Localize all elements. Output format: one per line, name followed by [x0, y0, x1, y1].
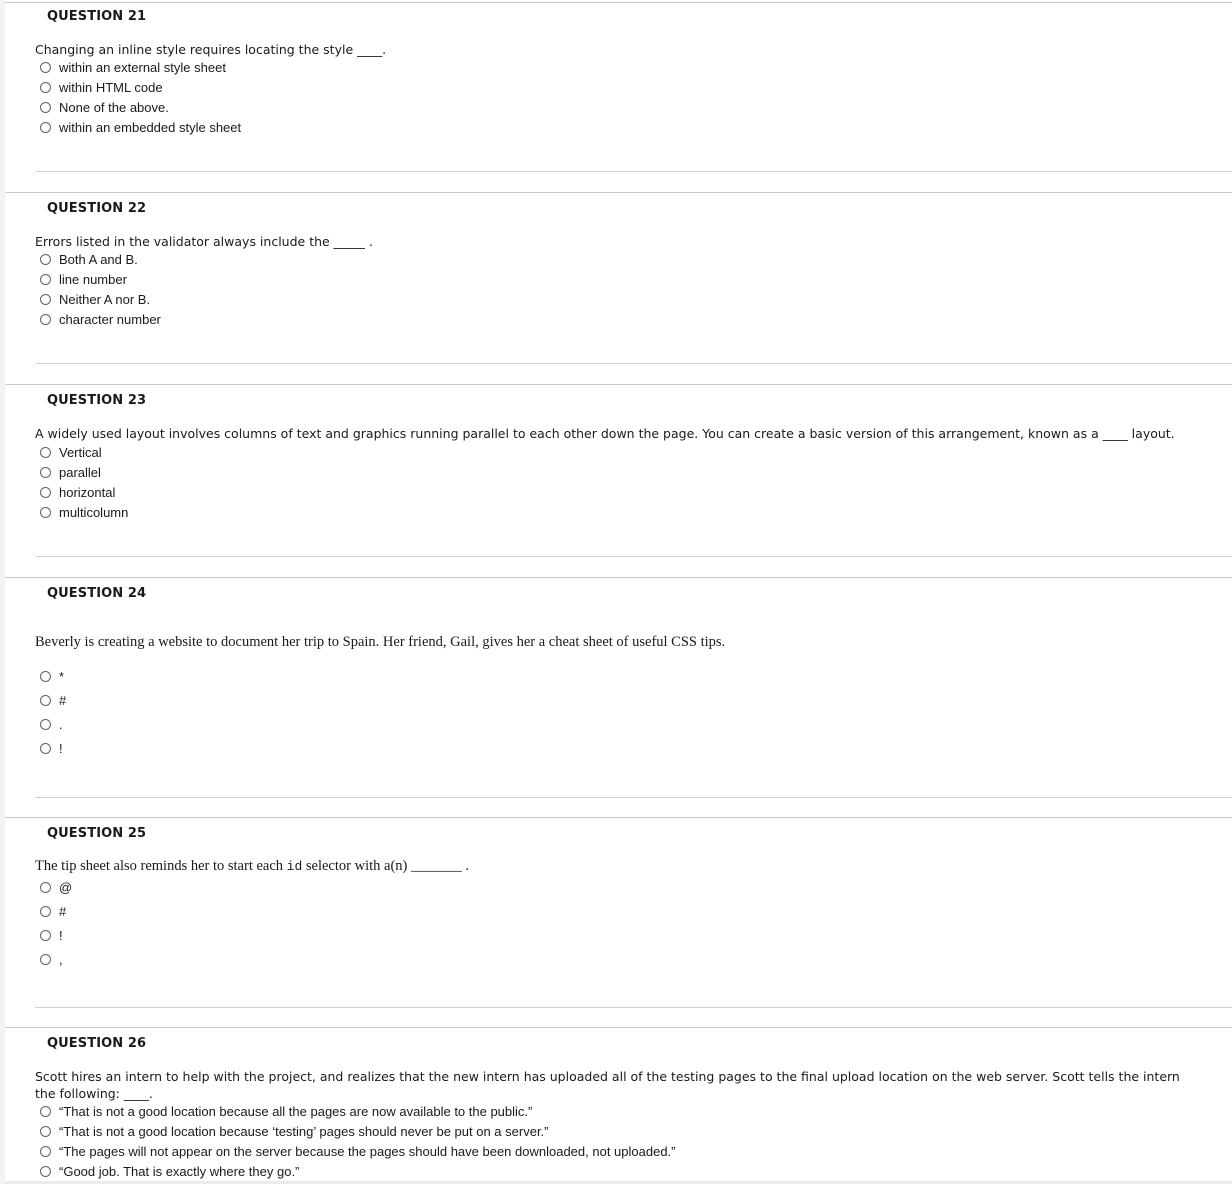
option-label: ,	[59, 951, 63, 967]
answer-option[interactable]	[40, 1141, 676, 1161]
answer-option[interactable]	[40, 117, 241, 137]
radio-button-icon[interactable]	[40, 1126, 51, 1137]
question-divider	[35, 556, 1232, 557]
option-label: @	[59, 879, 73, 895]
option-label: .	[59, 716, 63, 732]
answer-options	[40, 1101, 676, 1181]
answer-option[interactable]	[40, 1161, 676, 1181]
radio-button-icon[interactable]	[40, 930, 51, 941]
question-header: QUESTION 23	[47, 393, 147, 408]
answer-option[interactable]	[40, 1121, 676, 1141]
option-label: Both A and B.	[59, 251, 138, 267]
question-text-part: selector with a(n) _______ .	[302, 858, 469, 874]
answer-option[interactable]	[40, 249, 161, 269]
option-label: “The pages will not appear on the server because the pages should have been downloaded, not uploaded.”	[59, 1143, 676, 1159]
option-label: None of the above.	[59, 99, 169, 115]
answer-option[interactable]	[40, 736, 66, 760]
option-label: *	[59, 668, 65, 684]
option-label: within an embedded style sheet	[59, 119, 242, 135]
question-26	[5, 1027, 1232, 1182]
option-label: #	[59, 692, 67, 708]
option-label: horizontal	[59, 484, 116, 500]
answer-option[interactable]	[40, 442, 128, 462]
radio-button-icon[interactable]	[40, 82, 51, 93]
radio-button-icon[interactable]	[40, 671, 51, 682]
answer-option[interactable]	[40, 462, 128, 482]
radio-button-icon[interactable]	[40, 254, 51, 265]
option-label: multicolumn	[59, 504, 129, 520]
question-24	[5, 577, 1232, 818]
question-header: QUESTION 24	[47, 586, 147, 601]
question-divider	[35, 797, 1232, 798]
answer-option[interactable]	[40, 77, 241, 97]
option-label: !	[59, 740, 63, 756]
radio-button-icon[interactable]	[40, 487, 51, 498]
option-label: Vertical	[59, 444, 102, 460]
radio-button-icon[interactable]	[40, 62, 51, 73]
answer-options	[40, 57, 241, 137]
radio-button-icon[interactable]	[40, 467, 51, 478]
question-header: QUESTION 25	[47, 826, 147, 841]
answer-option[interactable]	[40, 289, 161, 309]
radio-button-icon[interactable]	[40, 954, 51, 965]
option-label: “That is not a good location because all the pages are now available to the public.”	[59, 1103, 533, 1119]
question-header: QUESTION 22	[47, 201, 147, 216]
option-label: !	[59, 927, 63, 943]
question-23	[5, 384, 1232, 578]
radio-button-icon[interactable]	[40, 906, 51, 917]
option-label: “Good job. That is exactly where they go.”	[59, 1163, 300, 1179]
answer-options	[40, 442, 128, 522]
question-text: Scott hires an intern to help with the project, and realizes that the new intern has uploaded all of the testing pages to the final upload location on the web server. Scott tells the intern the following: ____.	[35, 1069, 1180, 1101]
answer-option[interactable]	[40, 97, 241, 117]
answer-options	[40, 249, 161, 329]
radio-button-icon[interactable]	[40, 743, 51, 754]
answer-option[interactable]	[40, 899, 72, 923]
question-21	[5, 2, 1232, 193]
answer-options	[40, 875, 72, 971]
answer-option[interactable]	[40, 502, 128, 522]
radio-button-icon[interactable]	[40, 294, 51, 305]
option-label: line number	[59, 271, 127, 287]
answer-option[interactable]	[40, 269, 161, 289]
question-text: A widely used layout involves columns of text and graphics running parallel to each other down the page. You can create a basic version of this arrangement, known as a ____ layout.	[35, 426, 1175, 441]
question-text	[35, 858, 1195, 875]
radio-button-icon[interactable]	[40, 695, 51, 706]
question-22	[5, 192, 1232, 385]
option-label: Neither A nor B.	[59, 291, 151, 307]
radio-button-icon[interactable]	[40, 882, 51, 893]
question-text-part: The tip sheet also reminds her to start each	[35, 858, 287, 874]
answer-option[interactable]	[40, 923, 72, 947]
answer-options	[40, 664, 66, 760]
question-divider	[35, 1007, 1232, 1008]
radio-button-icon[interactable]	[40, 447, 51, 458]
answer-option[interactable]	[40, 947, 72, 971]
question-header: QUESTION 26	[47, 1036, 147, 1051]
code-snippet: id	[286, 859, 303, 874]
radio-button-icon[interactable]	[40, 274, 51, 285]
question-divider	[35, 171, 1232, 172]
option-label: “That is not a good location because ‘testing’ pages should never be put on a server.”	[59, 1123, 549, 1139]
radio-button-icon[interactable]	[40, 1146, 51, 1157]
radio-button-icon[interactable]	[40, 507, 51, 518]
radio-button-icon[interactable]	[40, 1166, 51, 1177]
radio-button-icon[interactable]	[40, 314, 51, 325]
radio-button-icon[interactable]	[40, 719, 51, 730]
radio-button-icon[interactable]	[40, 1106, 51, 1117]
question-text: Changing an inline style requires locating the style ____.	[35, 42, 387, 57]
option-label: parallel	[59, 464, 101, 480]
answer-option[interactable]	[40, 482, 128, 502]
answer-option[interactable]	[40, 1101, 676, 1121]
option-label: within HTML code	[59, 79, 163, 95]
option-label: character number	[59, 311, 161, 327]
question-divider	[35, 363, 1232, 364]
answer-option[interactable]	[40, 664, 66, 688]
option-label: #	[59, 903, 67, 919]
question-text: Errors listed in the validator always include the _____ .	[35, 234, 373, 249]
answer-option[interactable]	[40, 712, 66, 736]
radio-button-icon[interactable]	[40, 122, 51, 133]
question-25	[5, 817, 1232, 1028]
answer-option[interactable]	[40, 57, 241, 77]
radio-button-icon[interactable]	[40, 102, 51, 113]
question-header: QUESTION 21	[47, 9, 147, 24]
answer-option[interactable]	[40, 309, 161, 329]
question-text: Beverly is creating a website to document her trip to Spain. Her friend, Gail, gives her a cheat sheet of useful CSS tips.	[35, 634, 726, 650]
answer-option[interactable]	[40, 688, 66, 712]
answer-option[interactable]	[40, 875, 72, 899]
option-label: within an external style sheet	[59, 59, 226, 75]
